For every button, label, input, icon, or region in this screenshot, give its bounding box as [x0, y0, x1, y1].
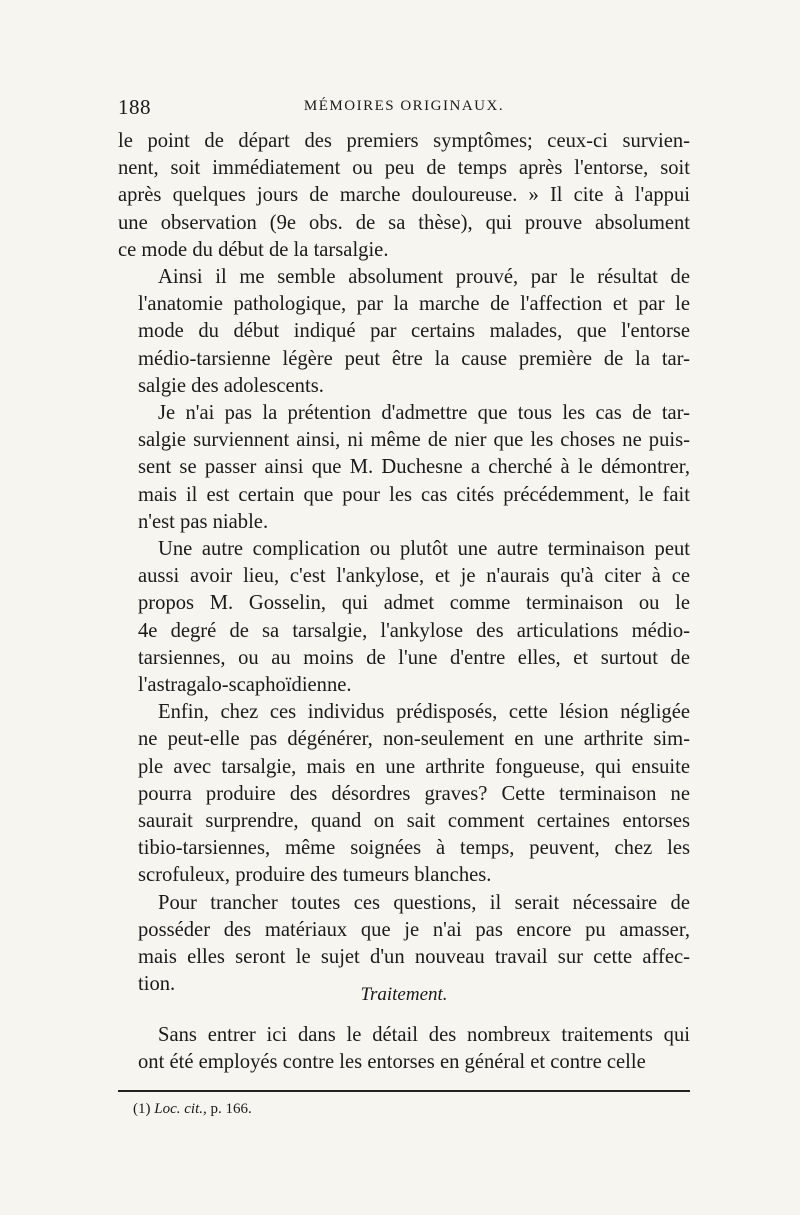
- footnote-marker: (1): [133, 1101, 151, 1117]
- paragraph: [118, 264, 690, 400]
- text-line: propos M. Gosselin, qui admet comme terminaison ou le: [138, 592, 690, 615]
- text-line: mais elles seront le sujet d'un nouveau travail sur cette affec-: [138, 946, 690, 969]
- text-line: posséder des matériaux que je n'ai pas encore pu amasser,: [138, 918, 690, 941]
- footnote-rule: [118, 1090, 690, 1092]
- text-line: Ainsi il me semble absolument prouvé, par le résultat de: [158, 266, 690, 289]
- footnote-page: , p. 166.: [203, 1101, 252, 1117]
- text-line: Sans entrer ici dans le détail des nombreux traitements qui: [158, 1024, 690, 1046]
- text-line: tibio-tarsiennes, même soignées à temps, peuvent, chez les: [138, 837, 690, 860]
- text-line: le point de départ des premiers symptômes; ceux-ci survien-: [118, 130, 690, 152]
- text-line: Pour trancher toutes ces questions, il serait nécessaire de: [158, 891, 690, 914]
- paragraph: [118, 128, 690, 264]
- text-line: médio-tarsienne légère peut être la cause première de la tar-: [138, 347, 690, 370]
- body-text: [118, 128, 690, 999]
- text-line: tarsiennes, ou au moins de l'une d'entre elles, et surtout de: [138, 646, 690, 669]
- text-line: une observation (9e obs. de sa thèse), qui prouve absolument: [118, 211, 690, 234]
- text-line: ont été employés contre les entorses en général et contre celle: [138, 1051, 646, 1074]
- text-line: tion.: [138, 973, 176, 996]
- paragraph: [118, 536, 690, 699]
- paragraph: [118, 890, 690, 999]
- text-line: ne peut-elle pas dégénérer, non-seulement en une arthrite sim-: [138, 728, 690, 751]
- final-paragraph: [118, 1022, 690, 1076]
- paragraph: [118, 1022, 690, 1076]
- paragraph: [118, 400, 690, 536]
- footnote-reference: Loc. cit.: [154, 1101, 203, 1117]
- text-line: aussi avoir lieu, c'est l'ankylose, et je n'aurais qu'à citer à ce: [138, 565, 690, 588]
- paragraph: [118, 699, 690, 889]
- section-heading: Traitement.: [360, 984, 448, 1005]
- text-line: Une autre complication ou plutôt une autre terminaison peut: [158, 538, 690, 561]
- text-line: Enfin, chez ces individus prédisposés, cette lésion négligée: [158, 701, 690, 724]
- text-line: scrofuleux, produire des tumeurs blanches.: [138, 864, 492, 887]
- text-line: ple avec tarsalgie, mais en une arthrite fongueuse, qui ensuite: [138, 755, 690, 778]
- text-line: après quelques jours de marche douloureuse. » Il cite à l'appui: [118, 184, 690, 207]
- footnote: [133, 1101, 252, 1118]
- text-line: saurait surprendre, quand on sait comment certaines entorses: [138, 810, 690, 833]
- text-line: l'astragalo-scaphoïdienne.: [138, 674, 352, 697]
- text-line: sent se passer ainsi que M. Duchesne a cherché à le démontrer,: [138, 456, 690, 479]
- text-line: mais il est certain que pour les cas cités précédemment, le fait: [138, 483, 690, 506]
- running-head: MÉMOIRES ORIGINAUX.: [303, 98, 505, 114]
- text-line: n'est pas niable.: [138, 510, 269, 533]
- text-line: pourra produire des désordres graves? Cette terminaison ne: [138, 782, 690, 805]
- text-line: salgie des adolescents.: [138, 374, 324, 397]
- page-number: 188: [118, 95, 151, 119]
- text-line: mode du début indiqué par certains malades, que l'entorse: [138, 320, 690, 343]
- text-line: salgie surviennent ainsi, ni même de nier que les choses ne puis-: [138, 429, 690, 452]
- text-line: Je n'ai pas la prétention d'admettre que tous les cas de tar-: [158, 402, 690, 425]
- text-line: 4e degré de sa tarsalgie, l'ankylose des articulations médio-: [138, 619, 690, 642]
- page-header: [118, 95, 690, 123]
- text-line: l'anatomie pathologique, par la marche de l'affection et par le: [138, 293, 690, 316]
- text-line: ce mode du début de la tarsalgie.: [118, 238, 389, 261]
- text-line: nent, soit immédiatement ou peu de temps après l'entorse, soit: [118, 157, 690, 180]
